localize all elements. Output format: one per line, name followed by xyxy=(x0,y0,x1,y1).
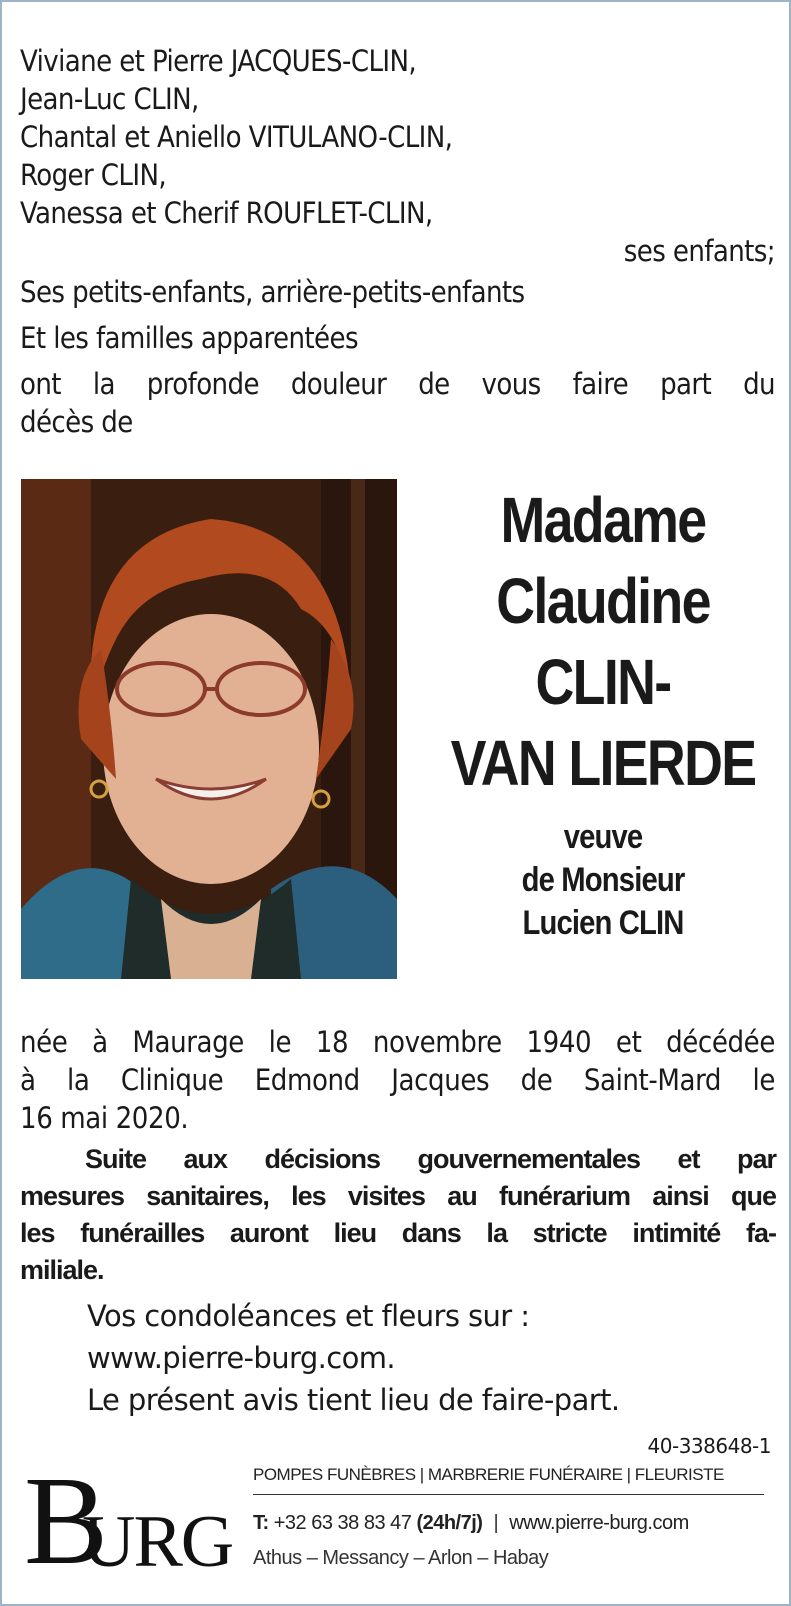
contact-line xyxy=(253,1512,773,1535)
burg-logo-rest: URG xyxy=(82,1501,233,1583)
website-link[interactable]: www.pierre-burg.com. xyxy=(87,1341,396,1375)
details-line: à la Clinique Edmond Jacques de Saint-Mard le xyxy=(20,1063,775,1097)
family-line: Jean-Luc CLIN, xyxy=(20,82,199,116)
footer-divider xyxy=(253,1494,764,1495)
announcement xyxy=(20,269,775,361)
notice-line: miliale. xyxy=(20,1255,104,1285)
notice-line: les funérailles auront lieu dans la stricte intimité fa- xyxy=(20,1218,776,1248)
family-role: ses enfants; xyxy=(623,234,775,268)
announce-line: décès de xyxy=(20,405,133,439)
birth-death-details xyxy=(20,1023,775,1137)
notice-line: Le présent avis tient lieu de faire-part. xyxy=(87,1383,620,1417)
details-line: née à Maurage le 18 novembre 1940 et décédée xyxy=(20,1025,775,1059)
family-line: Viviane et Pierre JACQUES-CLIN, xyxy=(20,44,417,78)
widow-of: de Monsieur xyxy=(521,861,685,899)
contact-separator: | xyxy=(493,1512,499,1534)
deceased-last-name-1: CLIN- xyxy=(535,646,671,718)
phone-label: T: xyxy=(253,1512,269,1534)
family-line: Vanessa et Cherif ROUFLET-CLIN, xyxy=(20,196,433,230)
family-line: Roger CLIN, xyxy=(20,158,167,192)
family-line: Chantal et Aniello VITULANO-CLIN, xyxy=(20,120,453,154)
deceased-name xyxy=(418,480,788,945)
services-line: POMPES FUNÈBRES | MARBRERIE FUNÉRAIRE | FLEURISTE xyxy=(253,1465,724,1484)
footer-website-link[interactable]: www.pierre-burg.com xyxy=(509,1512,689,1534)
notice-line: mesures sanitaires, les visites au funérarium ainsi que xyxy=(20,1181,776,1211)
widow-label: veuve xyxy=(563,818,643,856)
phone-hours: (24h/7j) xyxy=(416,1512,483,1534)
family-list xyxy=(20,42,775,270)
deceased-title: Madame xyxy=(500,484,706,556)
spouse-name: Lucien CLIN xyxy=(522,904,684,942)
announcement-text xyxy=(20,365,775,441)
details-line: 16 mai 2020. xyxy=(20,1101,189,1135)
condolences-line: Vos condoléances et fleurs sur : xyxy=(87,1299,530,1333)
burg-logo-initial: B xyxy=(24,1452,109,1591)
announce-line: ont la profonde douleur de vous faire part du xyxy=(20,367,775,401)
deceased-last-name-2: VAN LIERDE xyxy=(450,727,756,799)
notice-line: Suite aux décisions gouvernementales et par xyxy=(85,1144,776,1174)
phone-number[interactable]: +32 63 38 83 47 xyxy=(273,1512,412,1534)
portrait-photo xyxy=(21,479,397,979)
reference-number: 40-338648-1 xyxy=(647,1434,771,1458)
closing-text xyxy=(87,1295,777,1421)
deceased-first-name: Claudine xyxy=(496,565,710,637)
families-line: Et les familles apparentées xyxy=(20,321,358,355)
sanitary-notice xyxy=(20,1141,776,1289)
cities-line: Athus – Messancy – Arlon – Habay xyxy=(253,1547,549,1569)
grandchildren-line: Ses petits-enfants, arrière-petits-enfants xyxy=(20,275,525,309)
